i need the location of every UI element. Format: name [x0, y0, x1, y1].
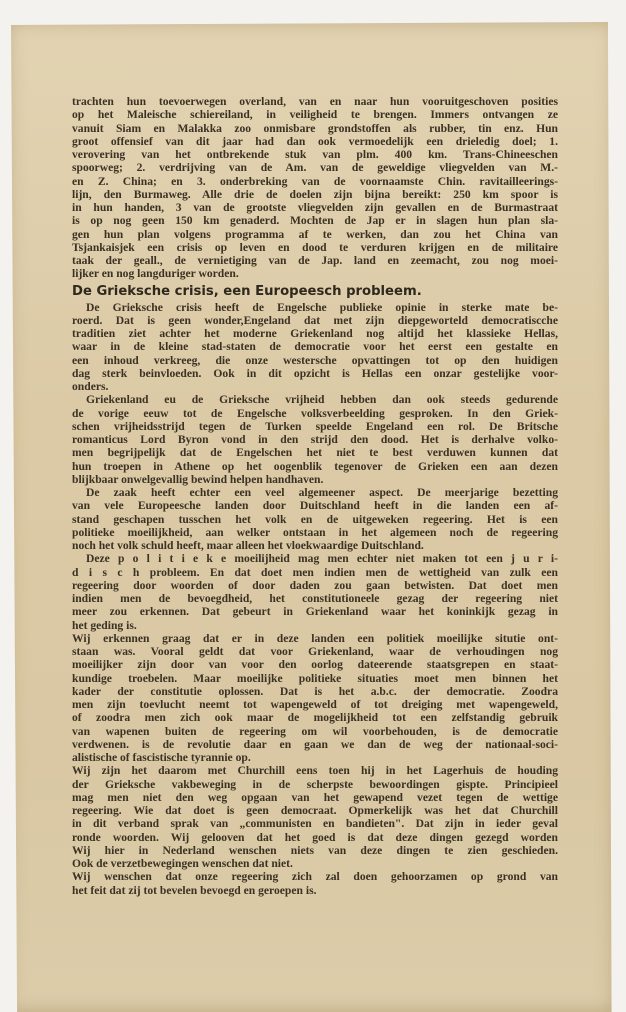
text-line: men zijn toevlucht neemt tot wapengeweld of tot dreiging met wapengeweld, — [72, 698, 558, 711]
article-heading: De Grieksche crisis, een Europeesch probleem. — [72, 283, 422, 299]
text-line: schen vrijheidsstrijd tegen de Turken speelde Engeland een rol. De Britsche — [72, 419, 558, 433]
paragraph — [72, 95, 558, 281]
paragraph — [72, 393, 558, 486]
text-line: en Z. China; en 3. onderbreking van de voornaamste Chin. ravitailleerings- — [72, 174, 558, 188]
text-line: d i s c h probleem. En dat doet men indien men de wettigheid van zulk een — [72, 565, 558, 579]
text-line: kundige troebelen. Maar moeilijke politieke situaties moet men binnen het — [72, 671, 558, 685]
text-line: traditien ziet achter het moderne Griekenland nog altijd het klassieke Hellas, — [72, 327, 558, 340]
text-line: waar in de kleine stad-staten de democratie voor het eerst een gestalte en — [72, 340, 558, 354]
text-line: vanuit Siam en Malakka zoo onmisbare grondstoffen als rubber, tin enz. Hun — [72, 121, 558, 135]
text-line: het geding is. — [72, 618, 137, 632]
text-line: lijn, den Burmaweg. Alle drie de doelen zijn bijna bereikt: 250 km spoor is — [72, 187, 558, 201]
text-line: Griekenland eu de Grieksche vrijheid hebben dan ook steeds gedurende — [86, 393, 558, 407]
paragraph — [72, 870, 558, 897]
text-line: noch het volk schuld heeft, maar alleen het vloekwaardige Duitschland. — [72, 539, 424, 552]
text-line: Tsjankaisjek een crisis op leven en dood te verduren krijgen en de militaire — [72, 240, 558, 254]
text-line: moeilijker zijn door van voor den oorlog dateerende staatsgrepen en staat- — [72, 658, 558, 672]
text-line: of zoodra men zich ook maar de mogelijkheid tot een zelfstandig gebruik — [72, 711, 558, 725]
paragraph — [72, 301, 558, 394]
text-line: taak der geall., de vernietiging van de Jap. land en zeemacht, zou nog moei- — [72, 254, 558, 267]
text-line: verovering van het ontbrekende stuk van plm. 400 km. Trans-Chineeschen — [72, 148, 558, 161]
text-line: groot offensief van dit jaar had dan ook vermoedelijk een drieledig doel; 1. — [72, 134, 558, 148]
text-line: Wij wenschen dat onze regeering zich zal doen gehoorzamen op grond van — [72, 870, 558, 884]
paragraph — [72, 764, 558, 870]
text-line: het feit dat zij tot bevelen bevoegd en geroepen is. — [72, 883, 317, 897]
text-line: spoorweg; 2. verdrijving van de Am. van de geweldige vliegvelden van M.- — [72, 161, 558, 175]
article-body — [72, 301, 558, 897]
text-line: alistische of fascistische tyrannie op. — [72, 751, 251, 764]
text-line: dag sterk beinvloeden. Ook in dit opzicht is Hellas een onzar gestelijke voor- — [72, 366, 558, 380]
text-line: verdwenen. is de revolutie daar en gaan we dan de weg der nationaal-soci- — [72, 737, 558, 751]
text-line: Wij erkennen graag dat er in deze landen een politiek moeilijke situtie ont- — [72, 631, 558, 645]
text-line: hun troepen in Athene op het oogenblik tegenover de Grieken een aan dezen — [72, 459, 558, 473]
text-line: meer zou erkennen. Dat gebeurt in Griekenland waar het koninkijk gezag in — [72, 605, 558, 619]
text-line: romanticus Lord Byron vond in den strijd den dood. Het is derhalve volko- — [72, 433, 558, 446]
text-line: trachten hun toevoerwegen overland, van en naar hun vooruitgeschoven posities — [72, 95, 558, 108]
text-line: der Grieksche vakbeweging in de scherpste bewoordingen gispte. Principieel — [72, 777, 558, 791]
text-line: stand geschapen tusschen het volk en de uitgeweken regeering. Het is een — [72, 512, 558, 526]
text-line: onders. — [72, 380, 109, 393]
paragraph — [72, 486, 558, 552]
article-continuation — [72, 95, 558, 281]
text-line: in hun handen, 3 van de grootste vliegvelden zijn gevallen en de Burmastraat — [72, 201, 558, 214]
text-line: kader der constitutie oplossen. Dat is het a.b.c. der democratie. Zoodra — [72, 684, 558, 698]
text-line: Wij zijn het daarom met Churchill eens toen hij in het Lagerhuis de houding — [72, 764, 558, 778]
paragraph — [72, 632, 558, 765]
text-line: De zaak heeft echter een veel algemeener aspect. De meerjarige bezetting — [86, 486, 558, 499]
text-line: van vele Europeesche landen door Duitschland heeft in die landen een af- — [72, 499, 558, 513]
text-line: politieke moeilijkheid, aan welker ontstaan in het algemeen noch de regeering — [72, 525, 558, 539]
text-line: van wapenen buiten de regeering om wil voorbehouden, is de democratie — [72, 724, 558, 738]
text-line: is op nog geen 150 km genaderd. Mochten de Jap er in slagen hun plan sla- — [72, 214, 558, 228]
text-line: in dit verband sprak van „communisten en bandieten". Dat zijn in ieder geval — [72, 817, 558, 831]
text-line: Ook de verzetbewegingen wenschen dat niet. — [72, 857, 293, 870]
text-line: ronde woorden. Wij gelooven dat het goed is dat deze dingen gezegd worden — [72, 830, 558, 844]
text-line: lijker en nog langduriger worden. — [72, 267, 239, 281]
text-line: De Grieksche crisis heeft de Engelsche publieke opinie in sterke mate be- — [86, 300, 558, 314]
text-line: roerd. Dat is geen wonder,Engeland dat met zijn diepgeworteld democratiscche — [72, 313, 558, 327]
text-line: indien men de bevoegdheid, het constitutioneele gezag der regeering niet — [72, 592, 558, 605]
text-line: Deze p o l i t i e k e moeilijheid mag men echter niet maken tot een j u r i- — [86, 552, 558, 566]
text-line: gen hun plan volgens programma af te werken, dan zou het China van — [72, 227, 558, 241]
text-line: regeering door woorden of door daden zou gaan betwisten. Dat doet men — [72, 578, 558, 592]
text-line: op het Maleische schiereiland, in veiligheid te brengen. Immers ontvangen ze — [72, 108, 558, 122]
text-line: staan was. Vooral geldt dat voor Griekenland, waar de verhoudingen nog — [72, 645, 558, 658]
text-line: blijkbaar onwelgevallig bewind helpen handhaven. — [72, 472, 324, 486]
text-line: Wij hier in Nederland wenschen niets van deze dingen te zien geschieden. — [72, 843, 558, 857]
text-line: de vorige eeuw tot de Engelsche volksverbeelding gesproken. In den Griek- — [72, 406, 558, 420]
text-line: mag men niet den weg opgaan van het gewapend vezet tegen de wettige — [72, 790, 558, 804]
paragraph — [72, 552, 558, 632]
text-line: men begrijpelijk dat de Engelschen het niet te best verduwen kunnen dat — [72, 446, 558, 460]
text-line: een inhoud verkreeg, die onze westersche opvattingen tot op den huidigen — [72, 353, 558, 367]
document-body — [72, 95, 558, 897]
text-line: regeering. Wie dat doet is geen democraat. Opmerkelijk was het dat Churchill — [72, 804, 558, 817]
